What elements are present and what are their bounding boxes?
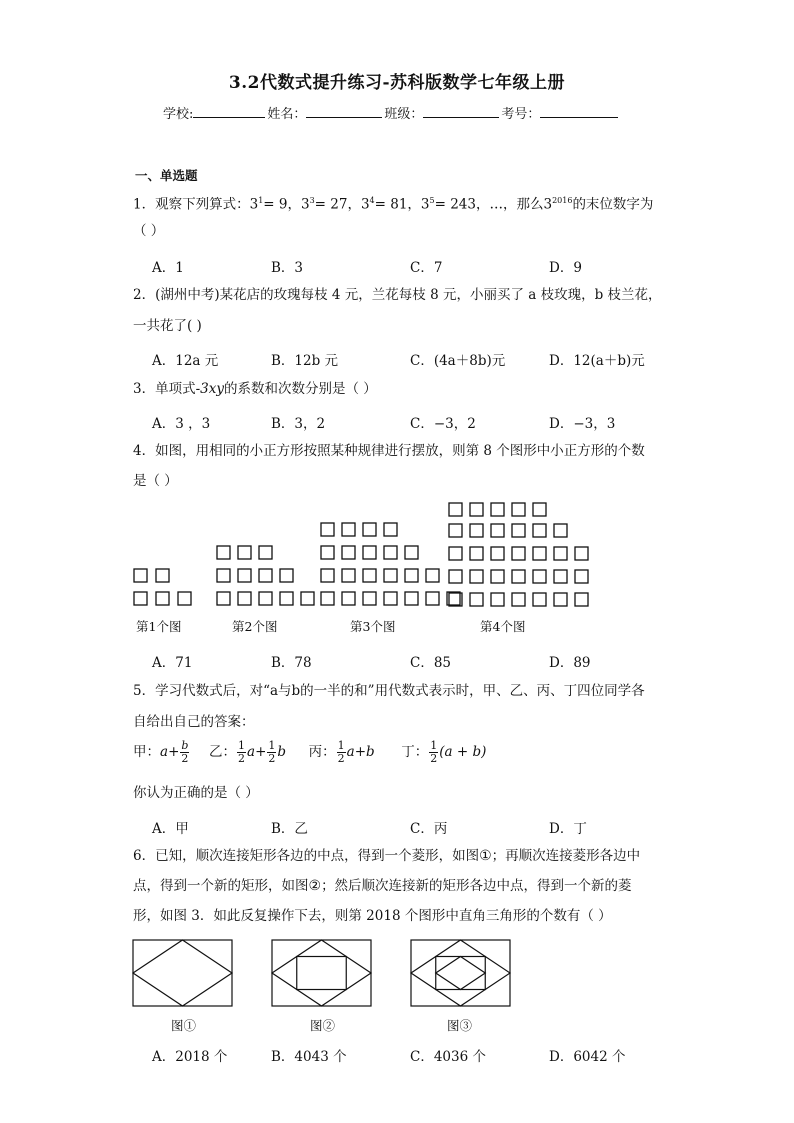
question-2-line1: 2．(湖州中考)某花店的玫瑰每枝 4 元，兰花每枝 8 元，小丽买了 a 枝玫瑰，b 枝兰花， — [133, 287, 662, 303]
q1-option-c[interactable]: C．7 — [410, 260, 443, 276]
pattern-figure-3 — [321, 523, 460, 605]
student-info-row — [163, 103, 620, 122]
class-blank[interactable] — [423, 105, 499, 118]
question-6-line2: 点，得到一个新的矩形，如图②；然后顺次连接新的矩形各边中点，得到一个新的菱 — [133, 878, 632, 894]
q3-option-d[interactable]: D．−3，3 — [549, 416, 616, 432]
q3-option-b[interactable]: B．3，2 — [271, 416, 326, 432]
question-1: 1．观察下列算式：$3^1= 9$，$3^3= 27$，$3^4= 81$，$3^5= 243$，…，那么$3^{2016}$的末位数字为 — [133, 196, 654, 213]
q6-caption-3: 图③ — [447, 1018, 473, 1033]
q2-option-a[interactable]: A．12a 元 — [152, 353, 219, 369]
question-4-line2: 是（ ） — [133, 473, 178, 489]
question-6-line1: 6．已知，顺次连接矩形各边的中点，得到一个菱形，如图①；再顺次连接菱形各边中 — [133, 848, 641, 864]
q2-option-b[interactable]: B．12b 元 — [271, 353, 339, 369]
q6-option-d[interactable]: D．6042 个 — [549, 1049, 626, 1065]
question-5-line2: 自给出自己的答案： — [133, 714, 255, 730]
fraction-half-2: $\frac{1}{2}$ — [268, 739, 276, 765]
q6-option-b[interactable]: B．4043 个 — [271, 1049, 347, 1065]
question-3: 3．单项式-3xy的系数和次数分别是（ ） — [133, 381, 377, 397]
q6-caption-1: 图① — [171, 1018, 197, 1033]
q6-option-c[interactable]: C．4036 个 — [410, 1049, 486, 1065]
q3-option-c[interactable]: C．−3，2 — [410, 416, 476, 432]
q4-option-b[interactable]: B．78 — [271, 655, 312, 671]
q5-option-d[interactable]: D．丁 — [549, 821, 587, 837]
q4-option-c[interactable]: C．85 — [410, 655, 452, 671]
q6-option-a[interactable]: A．2018 个 — [152, 1049, 228, 1065]
question-2-line2: 一共花了( ) — [133, 318, 202, 334]
q5-option-c[interactable]: C．丙 — [410, 821, 448, 837]
q1-option-d[interactable]: D．9 — [549, 260, 582, 276]
fraction-b-over-2: $\frac{b}{2}$ — [181, 739, 189, 765]
q4-caption-3: 第3个图 — [350, 619, 396, 634]
fraction-half-3: $\frac{1}{2}$ — [337, 739, 345, 765]
question-4-line1: 4．如图，用相同的小正方形按照某种规律进行摆放，则第 8 个图形中小正方形的个数 — [133, 443, 645, 459]
q4-caption-1: 第1个图 — [136, 619, 182, 634]
q2-option-d[interactable]: D．12(a＋b)元 — [549, 353, 645, 369]
square-pattern-figure — [125, 495, 595, 615]
answer-jia-label: 甲： — [133, 744, 160, 760]
figure-3-nested-rhombus — [411, 940, 510, 1006]
answer-yi-label: 乙： — [209, 744, 237, 760]
q4-option-d[interactable]: D．89 — [549, 655, 591, 671]
q3-option-a[interactable]: A．3 ，3 — [152, 416, 211, 432]
question-5-line1: 5．学习代数式后，对“a与b的一半的和”用代数式表示时，甲、乙、丙、丁四位同学各 — [133, 683, 645, 699]
monomial-expression: -3xy — [195, 381, 224, 397]
q5-option-a[interactable]: A．甲 — [152, 821, 189, 837]
fraction-half-4: $\frac{1}{2}$ — [430, 739, 438, 765]
q2-option-c[interactable]: C．(4a＋8b)元 — [410, 353, 506, 369]
rectangle-rhombus-figures — [130, 938, 520, 1010]
fraction-half-1: $\frac{1}{2}$ — [238, 739, 246, 765]
name-blank[interactable] — [306, 105, 382, 118]
question-6-line3: 形，如图 3．如此反复操作下去，则第 2018 个图形中直角三角形的个数有（ ） — [133, 908, 612, 924]
school-blank[interactable] — [193, 105, 265, 118]
name-label: 姓名： — [267, 107, 307, 122]
section-heading: 一、单选题 — [135, 168, 198, 183]
class-label: 班级： — [384, 107, 424, 122]
q6-caption-2: 图② — [310, 1018, 336, 1033]
exam-no-blank[interactable] — [540, 105, 618, 118]
answer-bing-label: 丙： — [308, 744, 336, 760]
school-label: 学校: — [163, 107, 194, 122]
q4-caption-4: 第4个图 — [480, 619, 526, 634]
question-1-paren: （ ） — [133, 223, 165, 239]
pattern-figure-2 — [217, 546, 314, 605]
answer-expressions: 甲：a+ $\frac{b}{2}$ 乙： $\frac{1}{2}$ a+ $\frac{1}{2}$ b 丙： $\frac{1}{2}$ a+b 丁： $\frac{1}{2}$ (a + b) — [133, 739, 487, 765]
q4-option-a[interactable]: A．71 — [152, 655, 193, 671]
figure-2-nested-rectangle — [272, 940, 371, 1006]
figure-1-rectangle-rhombus — [133, 940, 232, 1006]
pattern-figure-1 — [134, 569, 191, 605]
q5-option-b[interactable]: B．乙 — [271, 821, 308, 837]
pattern-figure-4 — [449, 503, 588, 606]
q4-caption-2: 第2个图 — [232, 619, 278, 634]
page-title: 3.2代数式提升练习-苏科版数学七年级上册 — [228, 73, 566, 93]
exam-no-label: 考号： — [501, 107, 541, 122]
answer-ding-label: 丁： — [401, 744, 429, 760]
q1-option-a[interactable]: A．1 — [152, 260, 184, 276]
question-5-line4: 你认为正确的是（ ） — [133, 785, 259, 801]
q1-option-b[interactable]: B．3 — [271, 260, 304, 276]
